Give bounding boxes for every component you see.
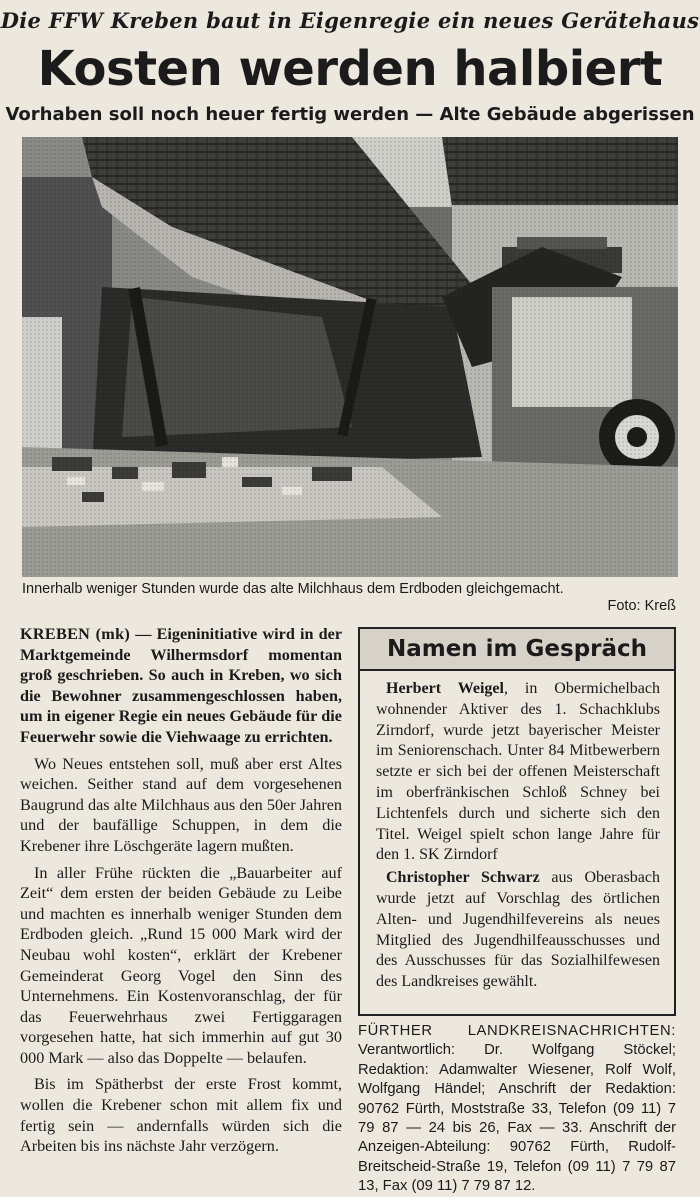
names-sidebar [358,627,676,1016]
sidebar-body [360,671,674,993]
article-dateline: KREBEN (mk) [20,625,131,643]
article-kicker: Die FFW Kreben baut in Eigenregie ein neues Gerätehaus [0,8,700,33]
article-headline: Kosten werden halbiert [37,41,663,97]
sidebar-item [376,679,660,866]
imprint-text: Verantwortlich: Dr. Wolfgang Stöckel; Redaktion: Adamwalter Wiesener, Rolf Wolf, Wolfgang Händel; Anschrift der Redaktion: 90762 Fürth, Moststraße 33, Telefon (09 11) 7 79 87 — 24 bis 26, Fax — 33. Anschrift der Anzeigen-Abteilung: 90762 Fürth, Rudolf-Breitscheid-Straße 19, Telefon (09 11) 7 79 87 13, Fax (09 11) 7 79 87 12. [358,1042,676,1195]
photo-caption: Innerhalb weniger Stunden wurde das alte Milchhaus dem Erdboden gleichgemacht. [22,581,564,597]
sidebar-item-name: Herbert Weigel [386,680,504,697]
sidebar-item [376,868,660,993]
article-body [20,624,342,1163]
article-lead [20,624,342,748]
sidebar-item-name: Christopher Schwarz [386,869,540,887]
imprint-label: FÜRTHER LANDKREISNACHRICHTEN: [358,1023,676,1039]
sidebar-item-text: , in Obermichelbach wohnender Aktiver des 1. Schachklubs Zirndorf, wurde jetzt bayerischer Meister im Seniorenschach. Unter 84 Mitbewerbern setzte er sich bei der offenen Meisterschaft im oberfränkischen Schloß Schney bei Lichtenfels durch und sicherte sich den Titel. Weigel spielt schon lange Jahre für den 1. SK Zirndorf [376,680,661,864]
article-paragraph: Wo Neues entstehen soll, muß aber erst Altes weichen. Seither stand auf dem vorgesehenen Baugrund das alte Milchhaus aus den 50er Jahren und der baufällige Schuppen, in dem die Krebener ihre Löschgeräte lagern mußten. [20,754,342,855]
photo-credit: Foto: Kreß [607,598,676,614]
demolition-photo [22,137,678,577]
article-lead-text: — Eigeninitiative wird in der Marktgemeinde Wilhermsdorf momentan groß geschrieben. So auch in Kreben, wo sich die Bewohner zusammengeschlossen haben, um in eigener Regie ein neues Gebäude für die Feuerwehr sowie die Viehwaage zu errichten. [20,625,343,746]
article-subheadline: Vorhaben soll noch heuer fertig werden — Alte Gebäude abgerissen [5,104,695,125]
imprint [358,1022,676,1197]
article-paragraph: In aller Frühe rückten die „Bauarbeiter auf Zeit“ dem ersten der beiden Gebäude zu Leibe und machten es innerhalb weniger Stunden dem Erdboden gleich. „Rund 15 000 Mark wird der Neubau wohl kosten“, erklärt der Krebener Gemeinderat Georg Vogel den Sinn des Unternehmens. Ein Kostenvoranschlag, der für das Feuerwehrhaus zwei Fertiggaragen vorgesehen hatte, hat sich immerhin auf gut 30 000 Mark — also das Doppelte — belaufen. [20,863,342,1067]
article-paragraph: Bis im Spätherbst der erste Frost kommt, wollen die Krebener schon mit allem fix und fertig sein — andernfalls würden sich die Arbeiten bis ins nächste Jahr verzögern. [20,1075,342,1156]
sidebar-item-text: aus Oberasbach wurde jetzt auf Vorschlag des örtlichen Alten- und Jugendhilfevereins als neues Mitglied des Jugendhilfeausschusses und des Ausschusses für das Sozialhilfewesen des Landkreises gewählt. [376,869,661,991]
sidebar-title: Namen im Gespräch [360,629,674,671]
